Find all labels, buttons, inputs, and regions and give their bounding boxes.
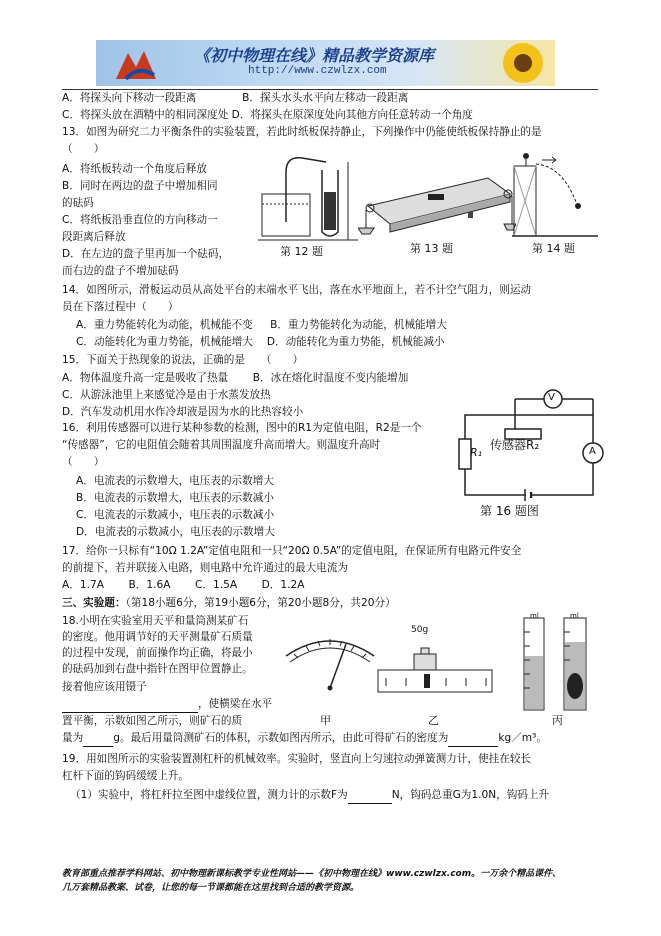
q19-stem-1: 19．用如图所示的实验装置测杠杆的机械效率。实验时，竖直向上匀速拉动弹簧测力计，使挂在较长 <box>62 753 532 765</box>
figure-13 <box>358 172 516 242</box>
q13-option-a: A．将纸板转动一个角度后释放 <box>62 163 207 175</box>
q13-option-c-1: C．将纸板沿垂直位的方向移动一 <box>62 214 218 226</box>
q12-options-cd: C．将探头放在酒精中的相同深度处 D．将探头在原深度处向其他方向任意转动一个角度 <box>62 109 473 121</box>
figure-18-cylinders <box>520 612 596 714</box>
q18-line-2: 的密度。他用调节好的天平测量矿石质量 <box>62 631 253 643</box>
q14-options-ab: A．重力势能转化为动能，机械能不变 B．重力势能转化为动能，机械能增大 <box>76 319 447 331</box>
q19-blank-force[interactable] <box>348 788 392 804</box>
q17-stem-1: 17．给你一只标有“10Ω 1.2A”定值电阻和一只“20Ω 0.5A”的定值电阻，在保证所有电路元件安全 <box>62 545 522 557</box>
q16-option-d: D．电流表的示数减小，电压表的示数增大 <box>76 526 275 538</box>
q16-paren: （ ） <box>62 456 105 468</box>
q18-line-6-text: ，使横梁在水平 <box>198 698 273 710</box>
q15-option-d: D．汽车发动机用水作冷却液是因为水的比热容较小 <box>62 406 304 418</box>
q13-option-c-2: 段距离后释放 <box>62 231 126 243</box>
q12-options-ab: A．将探头向下移动一段距离 B．探头水头水平向左移动一段距离 <box>62 92 409 104</box>
footer-line-1: 教育部重点推荐学科网站、初中物理新课标教学专业性网站——《初中物理在线》www.czwlzx.com。一万余个精品课件、 <box>62 869 562 879</box>
q16-stem-1: 16．利用传感器可以进行某种参数的检测，图中的R1为定值电阻，R2是一个 <box>62 422 422 434</box>
q14-stem-2: 员在下落过程中（ ） <box>62 301 179 313</box>
figure-14-caption: 第 14 题 <box>532 242 575 255</box>
q18-blank-action[interactable] <box>62 697 198 713</box>
footer-line-2: 几万套精品教案、试卷，让您的每一节课都能在这里找到合适的教学资源。 <box>62 883 360 893</box>
q13-option-b-2: 的砝码 <box>62 197 94 209</box>
figure-16-caption: 第 16 题图 <box>480 504 539 518</box>
weight-label: 50g <box>411 625 429 635</box>
q18-line-8-c: kg／m³。 <box>498 732 547 744</box>
voltmeter-label: V <box>548 392 555 403</box>
q19-part-1-b: N，钩码总重G为1.0N，钩码上升 <box>391 789 550 801</box>
r1-label: R₁ <box>470 446 483 459</box>
q18-line-8-b: g。最后用量筒测矿石的体积，示数如图丙所示，由此可得矿石的密度为 <box>113 732 449 744</box>
q19-part-1-a: （1）实验中，将杠杆拉至图中虚线位置，测力计的示数F为 <box>70 789 348 801</box>
header-banner <box>96 40 555 86</box>
q19-part-1 <box>70 788 549 804</box>
section-3-heading <box>62 596 396 611</box>
cylinder-unit-1: ml <box>530 612 539 620</box>
header-rule <box>62 89 598 90</box>
q16-stem-2: “传感器”，它的电阻值会随着其周围温度升高而增大。则温度升高时 <box>62 439 381 451</box>
figure-18-caption-yi: 乙 <box>428 714 439 727</box>
cylinder-unit-2: ml <box>570 612 579 620</box>
sunflower-icon <box>491 40 555 86</box>
q16-option-b: B．电流表的示数增大，电压表的示数减小 <box>76 492 274 504</box>
figure-12-caption: 第 12 题 <box>280 245 323 258</box>
figure-18-caption-jia: 甲 <box>320 714 331 727</box>
q18-line-8-a: 量为 <box>62 732 84 744</box>
figure-13-caption: 第 13 题 <box>410 242 453 255</box>
q18-line-7: 置平衡，示数如图乙所示，则矿石的质 <box>62 715 243 727</box>
q18-line-8 <box>62 731 547 747</box>
q15-options-ab: A．物体温度升高一定是吸收了热量 B．冰在熔化时温度不变内能增加 <box>62 372 409 384</box>
figure-14 <box>512 152 598 242</box>
q17-options: A．1.7A B．1.6A C．1.5A D．1.2A <box>62 579 305 591</box>
q15-stem: 15．下面关于热现象的说法，正确的是 （ ） <box>62 354 304 366</box>
section-3-title: 三、实验题： <box>62 597 126 609</box>
q13-option-d-2: 而右边的盘子不增加砝码 <box>62 265 179 277</box>
figure-18-balance-pointer <box>280 624 380 700</box>
q18-line-3: 的过程中发现，前面操作均正确，将最小 <box>62 647 253 659</box>
q18-line-5: 接着他应该用镊子 <box>62 681 147 693</box>
q14-stem-1: 14．如图所示，滑板运动员从高处平台的末端水平飞出，落在水平地面上，若不计空气阻力，则运动 <box>62 284 532 296</box>
banner-url: http://www.czwlzx.com <box>248 65 387 77</box>
q18-line-4: 的砝码加到右盘中指针在图甲位置静止。 <box>62 663 253 675</box>
q14-options-cd: C．动能转化为重力势能，机械能增大 D．动能转化为重力势能，机械能减小 <box>76 336 445 348</box>
q13-option-b-1: B．同时在两边的盘子中增加相同 <box>62 180 218 192</box>
figure-18-weight-scale <box>376 640 496 696</box>
logo-icon <box>108 45 168 83</box>
q13-stem: 13．如图为研究二力平衡条件的实验装置，若此时纸板保持静止，下列操作中仍能使纸板保持静止的是 <box>62 126 542 138</box>
ammeter-label: A <box>589 446 596 457</box>
q13-option-d-1: D．在左边的盘子里再加一个砝码， <box>62 248 230 260</box>
q16-option-a: A．电流表的示数增大，电压表的示数增大 <box>76 475 274 487</box>
q17-stem-2: 的前提下，若并联接入电路，则电路中允许通过的最大电流为 <box>62 562 349 574</box>
q18-blank-density[interactable] <box>448 731 498 747</box>
q18-line-1: 18.小明在实验室用天平和量筒测某矿石 <box>62 615 249 627</box>
figure-12 <box>258 152 358 247</box>
section-3-score: （第18小题6分，第19小题6分，第20小题8分，共20分） <box>125 597 396 609</box>
q16-option-c: C．电流表的示数减小，电压表的示数减小 <box>76 509 275 521</box>
q18-line-6 <box>62 697 272 713</box>
sensor-label: 传感器R₂ <box>490 438 540 452</box>
q19-stem-2: 杠杆下面的钩码缓缓上升。 <box>62 770 190 782</box>
banner-title: 《初中物理在线》精品教学资源库 <box>194 46 435 65</box>
figure-18-caption-bing: 丙 <box>552 714 563 727</box>
q15-option-c: C．从游泳池里上来感觉冷是由于水蒸发放热 <box>62 389 271 401</box>
q13-paren: （ ） <box>62 143 105 155</box>
q18-blank-mass[interactable] <box>83 731 113 747</box>
